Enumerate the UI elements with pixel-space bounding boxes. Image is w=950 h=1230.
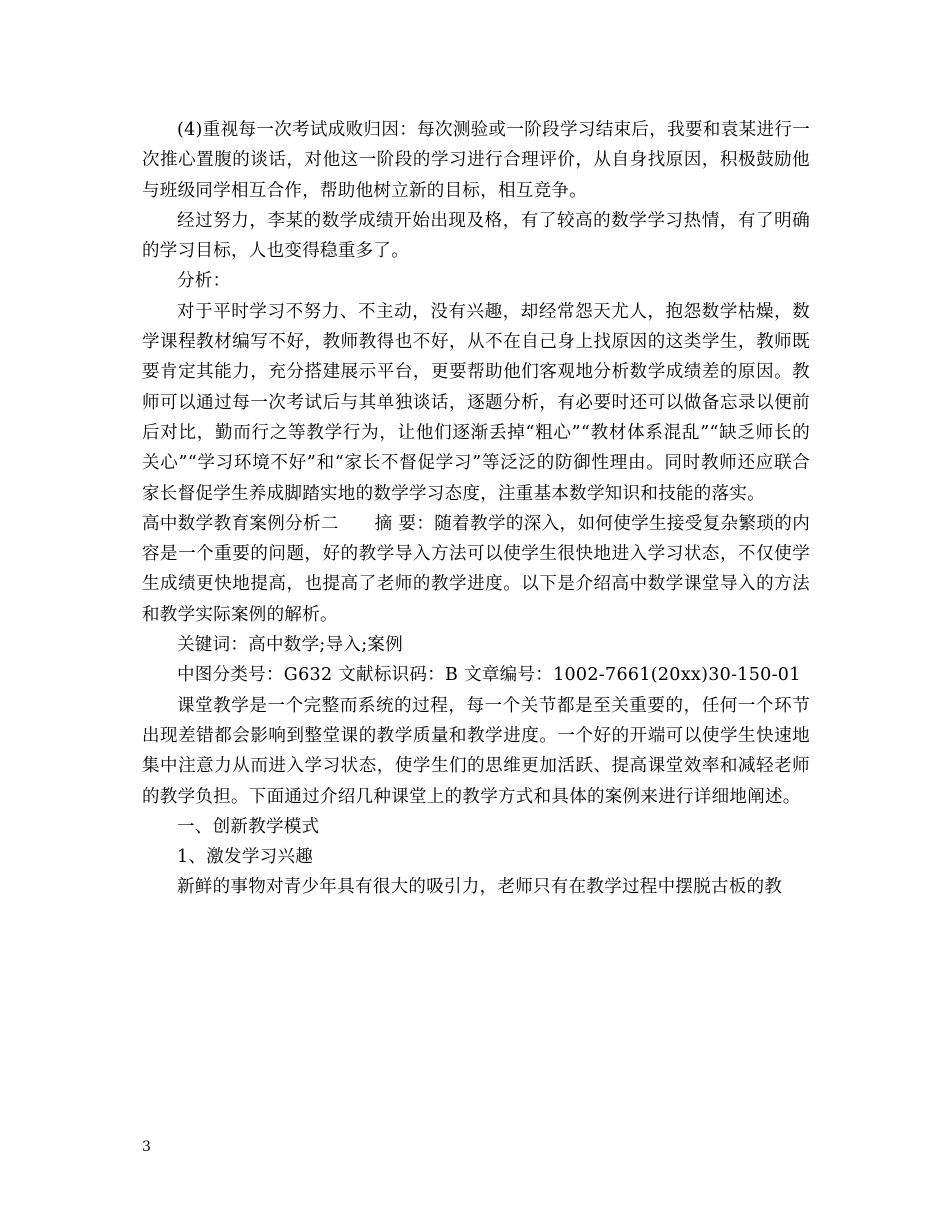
paragraph-classroom-teaching: 课堂教学是一个完整而系统的过程，每一个关节都是至关重要的，任何一个环节出现差错都会影响到整堂课的教学质量和教学进度。一个好的开端可以使学生快速地集中注意力从而进入学习状态，使学生们的思维更加活跃、提高课堂效率和减轻老师的教学负担。下面通过介绍几种课堂上的教学方式和具体的案例来进行详细地阐述。 (142, 695, 810, 807)
paragraph-analysis-body: 对于平时学习不努力、不主动，没有兴趣，却经常怨天尤人，抱怨数学枯燥，数学课程教材编写不好，教师教得也不好，从不在自己身上找原因的这类学生，教师既要肯定其能力，充分搭建展示平台，更要帮助他们客观地分析数学成绩差的原因。教师可以通过每一次考试后与其单独谈话，逐题分析，有必要时还可以做备忘录以便前后对比，勤而行之等教学行为，让他们逐渐丢掉“粗心”“教材体系混乱”“缺乏师长的关心”“学习环境不好”和“家长不督促学习”等泛泛的防御性理由。同时教师还应联合家长督促学生养成脚踏实地的数学学习态度，注重基本数学知识和技能的落实。 (142, 301, 810, 504)
document-body (142, 115, 810, 903)
paragraph-effort-result: 经过努力，李某的数学成绩开始出现及格，有了较高的数学学习热情，有了明确的学习目标，人也变得稳重多了。 (142, 210, 810, 262)
paragraph-classification: 中图分类号：G632 文献标识码：B 文章编号：1002-7661(20xx)30-150-01 (177, 665, 801, 686)
page-number: 3 (142, 1139, 151, 1155)
paragraph-keywords: 关键词：高中数学;导入;案例 (177, 635, 403, 656)
paragraph-case-two-abstract: 高中数学教育案例分析二 摘 要：随着教学的深入，如何使学生接受复杂繁琐的内容是一个重要的问题，好的教学导入方法可以使学生很快地进入学习状态，不仅使学生成绩更快地提高，也提高了老师的教学进度。以下是介绍高中数学课堂导入的方法和教学实际案例的解析。 (142, 513, 810, 625)
paragraph-analysis-heading: 分析： (177, 271, 231, 292)
paragraph-exam-attribution: (4)重视每一次考试成败归因：每次测验或一阶段学习结束后，我要和袁某进行一次推心置腹的谈话，对他这一阶段的学习进行合理评价，从自身找原因，积极鼓励他与班级同学相互合作，帮助他树立新的目标，相互竞争。 (142, 120, 810, 201)
paragraph-new-things: 新鲜的事物对青少年具有很大的吸引力，老师只有在教学过程中摆脱古板的教 (177, 877, 783, 898)
subsection-heading-interest: 1、激发学习兴趣 (177, 847, 314, 868)
section-heading-innovation: 一、创新教学模式 (177, 816, 320, 837)
